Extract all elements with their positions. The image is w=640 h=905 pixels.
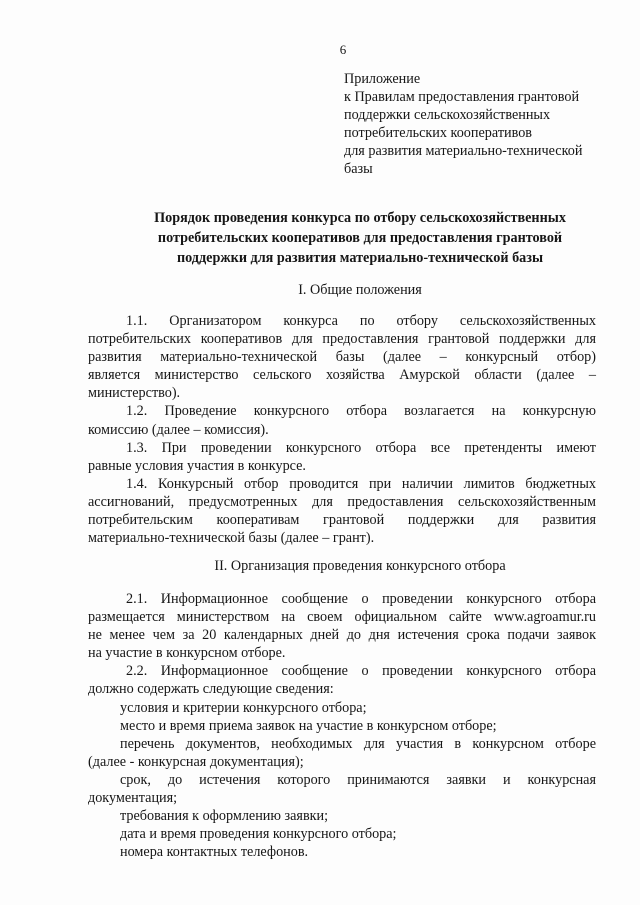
text-line: 1.4. Конкурсный отбор проводится при наличии лимитов бюджетных <box>126 475 596 492</box>
appendix-line: для развития материально-технической <box>344 143 583 159</box>
text-line: 1.1. Организатором конкурса по отбору сельскохозяйственных <box>126 313 596 329</box>
document-title <box>88 208 632 268</box>
text-line: требования к оформлению заявки; <box>120 808 329 825</box>
text-line: документация; <box>88 790 178 807</box>
text-line: является министерство сельского хозяйства Амурской области (далее – <box>88 367 596 384</box>
page-number: 6 <box>339 42 347 57</box>
title-line: поддержки для развития материально-технической базы <box>176 250 544 266</box>
list-item-date-time <box>88 825 596 843</box>
list-item-place-time <box>88 717 596 735</box>
section-1-body <box>88 312 596 547</box>
text-line: потребительских кооперативов для предоставления грантовой поддержки для <box>88 331 596 348</box>
paragraph-1-3 <box>88 439 596 475</box>
text-line: 1.3. При проведении конкурсного отбора все претенденты имеют <box>126 439 596 456</box>
text-line: 2.2. Информационное сообщение о проведении конкурсного отбора <box>126 663 596 680</box>
section-2-body <box>88 590 596 861</box>
text-line: на участие в конкурсном отборе. <box>88 645 286 662</box>
appendix-block <box>344 70 634 178</box>
title-line: потребительских кооперативов для предоставления грантовой <box>157 230 563 246</box>
list-item-conditions <box>88 699 596 717</box>
paragraph-1-1 <box>88 312 596 402</box>
paragraph-1-4 <box>88 475 596 547</box>
text-line: место и время приема заявок на участие в конкурсном отборе; <box>120 717 497 734</box>
text-line: 2.1. Информационное сообщение о проведении конкурсного отбора <box>126 591 596 607</box>
title-line: Порядок проведения конкурса по отбору сельскохозяйственных <box>154 210 566 226</box>
text-line: дата и время проведения конкурсного отбора; <box>120 826 397 843</box>
paragraph-1-2 <box>88 402 596 438</box>
section-2-heading: II. Организация проведения конкурсного отбора <box>214 558 506 574</box>
list-item-phones <box>88 843 596 861</box>
text-line: равные условия участия в конкурсе. <box>88 457 306 474</box>
appendix-line: к Правилам предоставления грантовой <box>344 89 580 105</box>
section-1-heading: I. Общие положения <box>298 282 422 298</box>
list-item-requirements <box>88 807 596 825</box>
text-line: размещается министерством на своем официальном сайте www.agroamur.ru <box>88 609 596 626</box>
text-line: развития материально-технической базы (далее – конкурсный отбор) <box>88 349 596 366</box>
appendix-line: базы <box>344 161 373 177</box>
list-item-documents <box>88 735 596 771</box>
text-line: номера контактных телефонов. <box>120 844 309 861</box>
text-line: не менее чем за 20 календарных дней до дня истечения срока подачи заявок <box>88 627 596 644</box>
appendix-line: поддержки сельскохозяйственных <box>344 107 551 123</box>
appendix-line: потребительских кооперативов <box>344 125 533 141</box>
text-line: условия и критерии конкурсного отбора; <box>120 699 367 716</box>
text-line: должно содержать следующие сведения: <box>88 681 334 698</box>
appendix-line: Приложение <box>344 71 421 87</box>
text-line: материально-технической базы (далее – грант). <box>88 530 375 547</box>
text-line: срок, до истечения которого принимаются заявки и конкурсная <box>120 771 596 788</box>
list-item-deadline <box>88 771 596 807</box>
paragraph-2-1 <box>88 590 596 662</box>
text-line: комиссию (далее – комиссия). <box>88 421 269 438</box>
text-line: потребительским кооперативам грантовой поддержки для развития <box>88 512 596 529</box>
text-line: министерство). <box>88 385 181 402</box>
text-line: ассигнований, предусмотренных для предоставления сельскохозяйственным <box>88 493 596 510</box>
text-line: (далее - конкурсная документация); <box>88 753 304 770</box>
text-line: 1.2. Проведение конкурсного отбора возлагается на конкурсную <box>126 403 596 420</box>
paragraph-2-2 <box>88 662 596 698</box>
text-line: перечень документов, необходимых для участия в конкурсном отборе <box>120 735 596 752</box>
